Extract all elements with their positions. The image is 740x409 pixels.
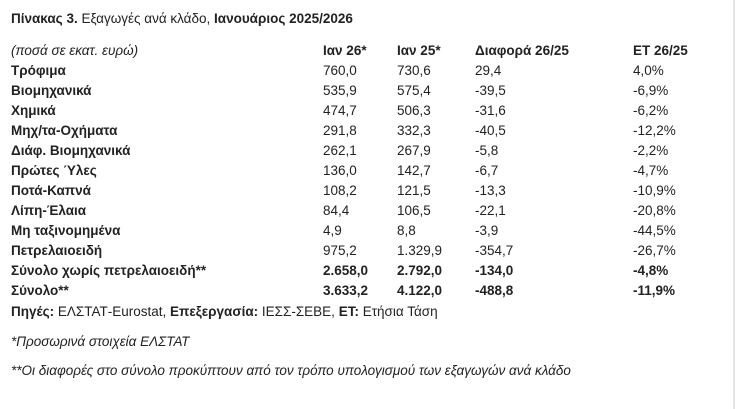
sector-label: Μηχ/τα-Οχήματα [11,123,118,138]
jan26-value: 3.633,2 [323,283,369,298]
jan25-value: 106,5 [397,203,431,218]
table-number: Πίνακας 3. [11,11,78,26]
total-row [11,261,713,281]
difference-value: -39,5 [475,83,506,98]
table-row [11,101,713,121]
annual-trend-value: -12,2% [633,123,676,138]
footnote-differences: **Οι διαφορές στο σύνολο προκύπτουν από τον τρόπο υπολογισμού των εξαγωγών ανά κλάδο [11,363,571,378]
jan25-value: 506,3 [397,103,431,118]
header-jan25: Ιαν 25* [397,43,441,58]
jan25-value: 4.122,0 [397,283,443,298]
table-title-text: Εξαγωγές ανά κλάδο, [77,11,215,26]
annual-trend-value: -4,8% [633,263,669,278]
table-row [11,61,713,81]
jan25-value: 8,8 [397,223,416,238]
table-row [11,161,713,181]
annual-trend-value: -44,5% [633,223,676,238]
header-difference: Διαφορά 26/25 [475,43,569,58]
jan26-value: 108,2 [323,183,357,198]
jan25-value: 575,4 [397,83,431,98]
header-annual-trend: ΕΤ 26/25 [633,43,688,58]
header-units: (ποσά σε εκατ. ευρώ) [11,43,139,58]
difference-value: -31,6 [475,103,506,118]
sector-label: Βιομηχανικά [11,83,92,98]
sector-label: Σύνολο χωρίς πετρελαιοειδή** [11,263,207,278]
jan25-value: 121,5 [397,183,431,198]
jan26-value: 2.658,0 [323,263,369,278]
jan25-value: 730,6 [397,63,431,78]
annual-trend-value: -6,2% [633,103,669,118]
header-row [11,41,713,61]
difference-value: -40,5 [475,123,506,138]
processing-label: Επεξεργασία: [170,304,259,319]
jan26-value: 760,0 [323,63,357,78]
sector-label: Ποτά-Καπνά [11,183,91,198]
et-label: ΕΤ: [338,304,359,319]
table-row [11,241,713,261]
jan26-value: 975,2 [323,243,357,258]
table-period: Ιανουάριος 2025/2026 [214,11,353,26]
jan26-value: 291,8 [323,123,357,138]
sector-label: Διάφ. Βιομηχανικά [11,143,131,158]
et-value: Ετήσια Τάση [358,304,438,319]
total-row [11,281,713,301]
right-edge-divider [733,0,735,409]
sector-label: Μη ταξινομημένα [11,223,121,238]
jan25-value: 142,7 [397,163,431,178]
sector-label: Λίπη-Έλαια [11,203,87,218]
sector-label: Σύνολο** [11,283,69,298]
table-row [11,221,713,241]
footnote-provisional: *Προσωρινά στοιχεία ΕΛΣΤΑΤ [11,334,190,349]
processing-value: ΙΕΣΣ-ΣΕΒΕ, [258,304,339,319]
jan26-value: 262,1 [323,143,357,158]
difference-value: -3,9 [475,223,499,238]
annual-trend-value: -26,7% [633,243,676,258]
sector-label: Πετρελαιοειδή [11,243,103,258]
sources-line [11,303,438,321]
jan25-value: 2.792,0 [397,263,443,278]
jan25-value: 1.329,9 [397,243,443,258]
difference-value: -6,7 [475,163,499,178]
jan26-value: 535,9 [323,83,357,98]
annual-trend-value: -4,7% [633,163,669,178]
difference-value: 29,4 [475,63,502,78]
annual-trend-value: -10,9% [633,183,676,198]
table-row [11,121,713,141]
annual-trend-value: -11,9% [633,283,676,298]
table-title [11,10,353,28]
sector-label: Χημικά [11,103,56,118]
difference-value: -5,8 [475,143,499,158]
table-row [11,81,713,101]
difference-value: -488,8 [475,283,514,298]
jan26-value: 4,9 [323,223,342,238]
jan26-value: 136,0 [323,163,357,178]
difference-value: -13,3 [475,183,506,198]
annual-trend-value: -2,2% [633,143,669,158]
jan26-value: 84,4 [323,203,350,218]
jan26-value: 474,7 [323,103,357,118]
difference-value: -22,1 [475,203,506,218]
table-row [11,181,713,201]
jan25-value: 267,9 [397,143,431,158]
table-row [11,201,713,221]
header-jan26: Ιαν 26* [323,43,367,58]
sector-label: Τρόφιμα [11,63,66,78]
table-row [11,141,713,161]
jan25-value: 332,3 [397,123,431,138]
sources-value: ΕΛΣΤΑΤ-Eurostat, [54,304,171,319]
annual-trend-value: -6,9% [633,83,669,98]
difference-value: -134,0 [475,263,514,278]
annual-trend-value: 4,0% [633,63,664,78]
annual-trend-value: -20,8% [633,203,676,218]
table-body [11,61,713,301]
sector-label: Πρώτες Ύλες [11,163,97,178]
exports-by-sector-table [11,41,713,301]
difference-value: -354,7 [475,243,514,258]
sources-label: Πηγές: [11,304,55,319]
